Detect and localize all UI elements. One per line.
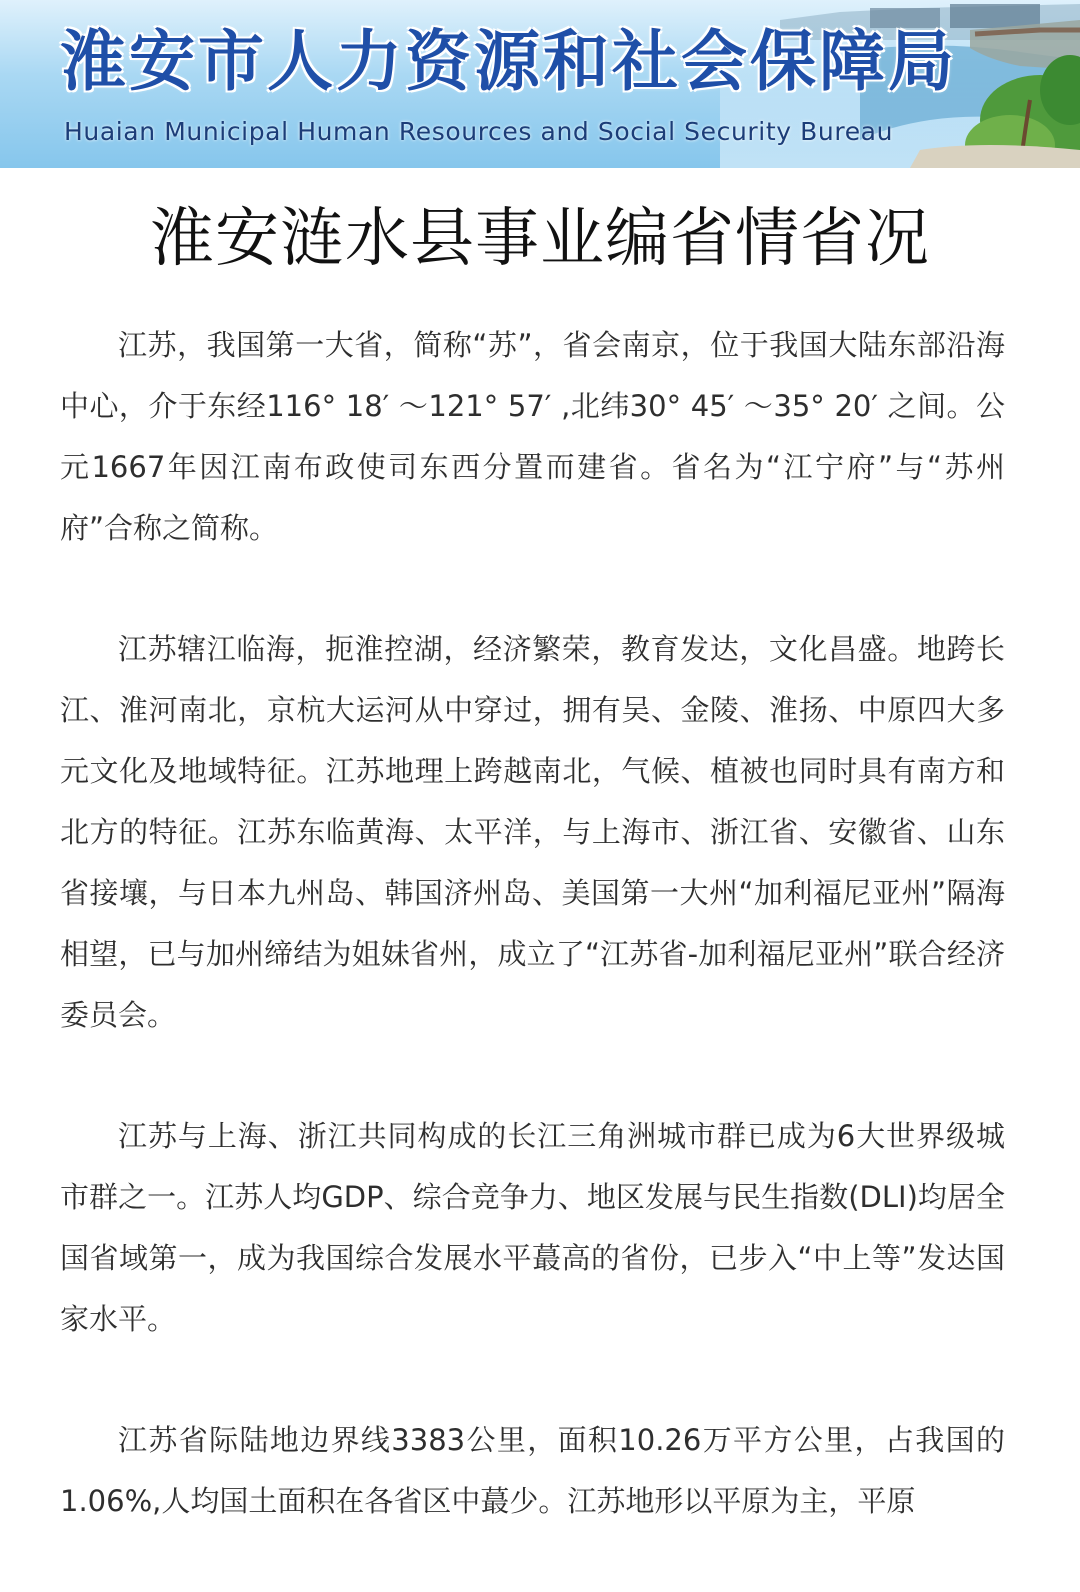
site-subtitle-english: Huaian Municipal Human Resources and Social Security Bureau bbox=[64, 117, 894, 146]
article-headline: 淮安涟水县事业编省情省况 bbox=[150, 202, 930, 276]
article-paragraph: 江苏，我国第一大省，简称“苏”，省会南京，位于我国大陆东部沿海中心，介于东经116° 18′ ～121° 57′ ,北纬30° 45′ ～35° 20′ 之间。公元1667年因江南布政使司东西分置而建省。省名为“江宁府”与“苏州府”合称之简称。 bbox=[60, 328, 1005, 545]
site-header-banner bbox=[0, 0, 1080, 168]
article-paragraph: 江苏与上海、浙江共同构成的长江三角洲城市群已成为6大世界级城市群之一。江苏人均GDP、综合竞争力、地区发展与民生指数(DLI)均居全国省域第一，成为我国综合发展水平蕞高的省份，已步入“中上等”发达国家水平。 bbox=[60, 1119, 1005, 1336]
site-title: 淮安市人力资源和社会保障局 bbox=[60, 22, 957, 100]
article-paragraph: 江苏省际陆地边界线3383公里，面积10.26万平方公里，占我国的1.06%,人均国土面积在各省区中蕞少。江苏地形以平原为主，平原 bbox=[60, 1423, 1005, 1518]
article-paragraph: 江苏辖江临海，扼淮控湖，经济繁荣，教育发达，文化昌盛。地跨长江、淮河南北，京杭大运河从中穿过，拥有吴、金陵、淮扬、中原四大多元文化及地域特征。江苏地理上跨越南北，气候、植被也同时具有南方和北方的特征。江苏东临黄海、太平洋，与上海市、浙江省、安徽省、山东省接壤，与日本九州岛、韩国济州岛、美国第一大州“加利福尼亚州”隔海相望，已与加州缔结为姐妹省州，成立了“江苏省-加利福尼亚州”联合经济委员会。 bbox=[60, 632, 1005, 1032]
article-body bbox=[60, 315, 1005, 1592]
